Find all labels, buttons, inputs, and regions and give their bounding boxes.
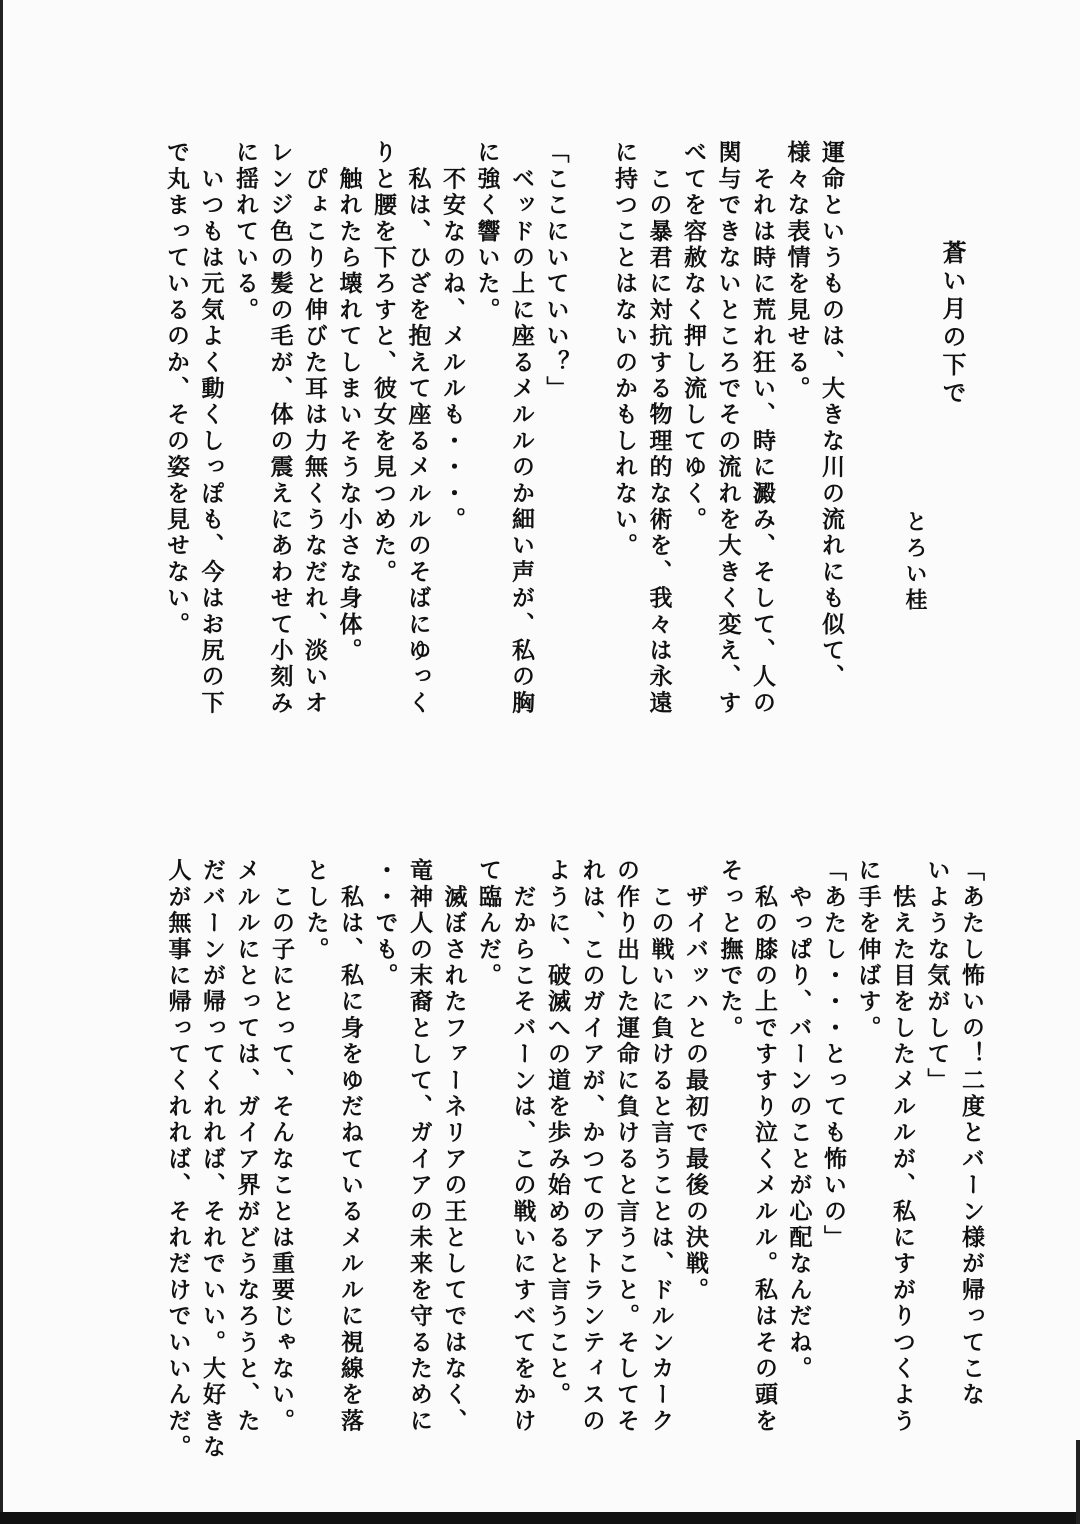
text-column: 滅ぼされたファーネリアの王としてではなく、	[440, 858, 468, 1435]
text-column: 「ここにいていい？」	[542, 140, 570, 402]
text-column: に強く響いた。	[473, 140, 501, 324]
lower-text-block	[160, 858, 988, 1461]
scan-edge-left	[0, 0, 3, 1524]
text-column: そっと撫でた。	[716, 858, 744, 1042]
text-column: だからこそバーンは、この戦いにすべてをかけ	[509, 858, 537, 1435]
text-column: メルルにとっては、ガイア界がどうなろうと、た	[233, 858, 261, 1435]
text-column: ように、破滅への道を歩み始めると言うこと。	[544, 858, 571, 1409]
text-column: 人が無事に帰ってくれれば、それだけでいいんだ。	[164, 858, 192, 1461]
scan-edge-right	[1076, 1440, 1080, 1524]
text-column: りと腰を下ろすと、彼女を見つめた。	[370, 140, 397, 586]
text-column: に持つことはないのかもしれない。	[611, 140, 638, 560]
text-column: 怯えた目をしたメルルが、私にすがりつくよう	[889, 858, 916, 1435]
text-column: やっぱり、バーンのことが心配なんだね。	[785, 858, 813, 1382]
text-column: レンジ色の髪の毛が、体の震えにあわせて小刻み	[266, 140, 294, 717]
text-column: 運命というものは、大きな川の流れにも似て、	[818, 140, 845, 691]
text-column: れは、このガイアが、かつてのアトランティスの	[578, 858, 606, 1435]
text-column: に手を伸ばす。	[854, 858, 882, 1042]
text-column: だバーンが帰ってくれれば、それでいい。大好きな	[199, 858, 226, 1461]
text-column: いつもは元気よく動くしっぽも、今はお尻の下	[197, 140, 225, 717]
upper-text-block	[159, 140, 849, 740]
text-column: 不安なのね、メルルも・・・。	[439, 140, 466, 533]
text-column: それは時に荒れ狂い、時に澱み、そして、人の	[749, 140, 776, 717]
text-column: この暴君に対抗する物理的な術を、我々は永遠	[645, 140, 673, 717]
text-column: べてを容赦なく押し流してゆく。	[680, 140, 707, 533]
text-column: いような気がして」	[923, 858, 951, 1094]
text-column: 竜神人の末裔として、ガイアの未来を守るために	[406, 858, 433, 1435]
text-column: 触れたら壊れてしまいそうな小さな身体。	[335, 140, 363, 664]
story-title: 蒼い月の下で	[938, 240, 967, 408]
text-column: 私の膝の上ですすり泣くメルル。私はその頭を	[751, 858, 778, 1435]
text-column: の作り出した運命に負けると言うこと。そしてそ	[613, 858, 640, 1435]
text-column: 私は、私に身をゆだねているメルルに視線を落	[337, 858, 364, 1435]
text-column: ベッドの上に座るメルルのか細い声が、私の胸	[508, 140, 535, 717]
text-column: 「あたし怖いの！二度とバーン様が帰ってこな	[958, 858, 985, 1409]
text-column: とした。	[302, 858, 330, 963]
text-column: 私は、ひざを抱えて座るメルルのそばにゆっく	[404, 140, 432, 717]
text-column: 様々な表情を見せる。	[783, 140, 811, 402]
author-name: とろい桂	[902, 510, 928, 614]
text-column: ・・でも。	[371, 858, 399, 989]
text-column: ぴょこりと伸びた耳は力無くうなだれ、淡いオ	[301, 140, 328, 717]
text-column: 関与できないところでその流れを大きく変え、す	[714, 140, 742, 717]
text-column: この子にとって、そんなことは重要じゃない。	[268, 858, 295, 1435]
text-column: に揺れている。	[232, 140, 259, 324]
scan-edge-bottom	[0, 1512, 1080, 1524]
text-column: て臨んだ。	[475, 858, 502, 989]
text-column: この戦いに負けると言うことは、ドルンカーク	[647, 858, 675, 1435]
text-column: ザイバッハとの最初で最後の決戦。	[682, 858, 709, 1304]
text-column: で丸まっているのか、その姿を見せない。	[163, 140, 190, 638]
text-column: 「あたし・・・とっても怖いの」	[820, 858, 847, 1251]
